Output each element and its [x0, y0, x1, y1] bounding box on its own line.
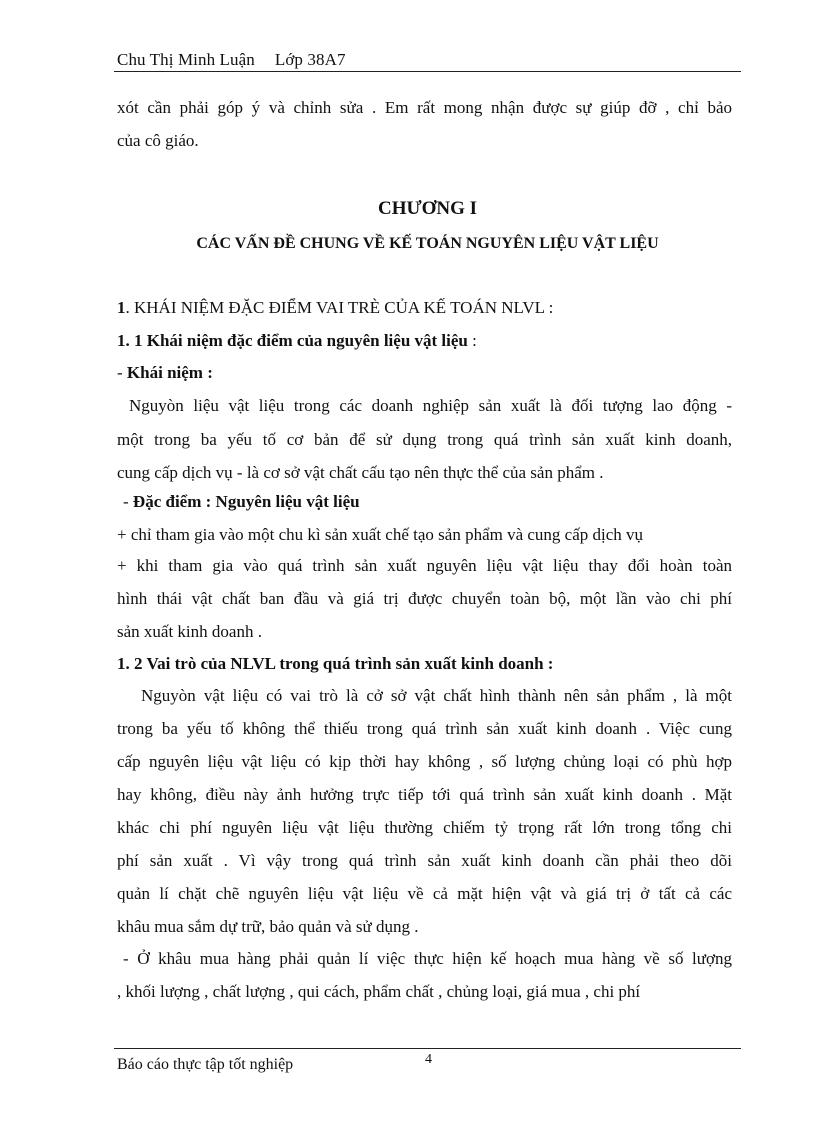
- concept-label: Khái niệm :: [126, 363, 213, 382]
- paragraph-line-8: khâu mua sắm dự trữ, bảo quản và sử dụng .: [117, 917, 419, 936]
- header-class: Lớp 38A7: [274, 50, 346, 69]
- purchase-line-2: , khối lượng , chất lượng , qui cách, phẩm chất , chủng loại, giá mua , chi phí: [117, 982, 641, 1001]
- section-1-1-colon: :: [467, 331, 477, 350]
- feature-line-1: + chỉ tham gia vào một chu kì sản xuất chế tạo sản phẩm và cung cấp dịch vụ: [117, 525, 644, 544]
- feature-label: Đặc điểm : Nguyên liệu vật liệu: [132, 492, 360, 511]
- section-1-2-heading: 1. 2 Vai trò của NLVL trong quá trình sản xuất kinh doanh :: [117, 654, 554, 673]
- feature-line-2: + khi tham gia vào quá trình sản xuất nguyên liệu vật liệu thay đổi hoàn toàn: [117, 556, 732, 575]
- paragraph-line-5: khác chi phí nguyên liệu vật liệu thường chiếm tỷ trọng rất lớn trong tổng chi: [117, 818, 732, 837]
- feature-dash: -: [123, 492, 133, 511]
- paragraph-line-3: cấp nguyên liệu vật liệu có kịp thời hay không , số lượng chủng loại có phù hợp: [117, 752, 732, 771]
- paragraph-line-2: trong ba yếu tố không thể thiếu trong quá trình sản xuất kinh doanh . Việc cung: [117, 719, 732, 738]
- paragraph-line-7: quản lí chặt chẽ nguyên liệu vật liệu về cả mặt hiện vật và giá trị ở tất cả các: [117, 884, 732, 903]
- paragraph-line-1: Nguyòn vật liệu có vai trò là cở sở vật chất hình thành nên sản phẩm , là một: [141, 686, 732, 705]
- concept-label-line: [117, 363, 732, 383]
- feature-label-line: [123, 492, 738, 512]
- concept-line-1: Nguyòn liệu vật liệu trong các doanh nghiệp sản xuất là đối tượng lao động -: [129, 396, 732, 415]
- footer-report-title: Báo cáo thực tập tốt nghiệp: [117, 1056, 294, 1073]
- paragraph-line-4: hay không, điều này ảnh hưởng trực tiếp tới quá trình sản xuất kinh doanh . Mặt: [117, 785, 732, 804]
- purchase-line-1: - Ở khâu mua hàng phải quản lí việc thực hiện kế hoạch mua hàng về số lượng: [123, 949, 732, 968]
- concept-line-2: một trong ba yếu tố cơ bản để sử dụng trong quá trình sản xuất kinh doanh,: [117, 430, 732, 449]
- header-rule: [114, 71, 741, 72]
- section-1-heading: [117, 298, 732, 318]
- section-1-1-heading: [117, 331, 732, 351]
- concept-dash: -: [117, 363, 127, 382]
- section-1-number: 1: [117, 298, 126, 317]
- page-header: [117, 50, 346, 70]
- page-number: 4: [425, 1052, 432, 1067]
- section-1-title: . KHÁI NIỆM ĐẶC ĐIỂM VAI TRÈ CỦA KẾ TOÁN NLVL :: [125, 298, 554, 317]
- concept-line-3: cung cấp dịch vụ - là cơ sở vật chất cấu tạo nên thực thể của sản phẩm .: [117, 463, 604, 482]
- intro-line-1: xót cần phải góp ý và chỉnh sửa . Em rất mong nhận được sự giúp đỡ , chỉ bảo: [117, 98, 732, 117]
- chapter-title: CÁC VẤN ĐỀ CHUNG VỀ KẾ TOÁN NGUYÊN LIỆU VẬT LIỆU: [196, 235, 659, 252]
- feature-line-4: sản xuất kinh doanh .: [117, 622, 262, 641]
- intro-line-2: của cô giáo.: [117, 131, 199, 150]
- feature-line-3: hình thái vật chất ban đầu và giá trị được chuyển toàn bộ, một lần vào chi phí: [117, 589, 732, 608]
- chapter-number: CHƯƠNG I: [377, 198, 478, 219]
- section-1-1-title: 1. 1 Khái niệm đặc điểm của nguyên liệu vật liệu: [117, 331, 468, 350]
- footer-rule: [114, 1048, 741, 1049]
- paragraph-line-6: phí sản xuất . Vì vậy trong quá trình sản xuất kinh doanh cần phải theo dõi: [117, 851, 732, 870]
- header-author: Chu Thị Minh Luận: [117, 50, 255, 69]
